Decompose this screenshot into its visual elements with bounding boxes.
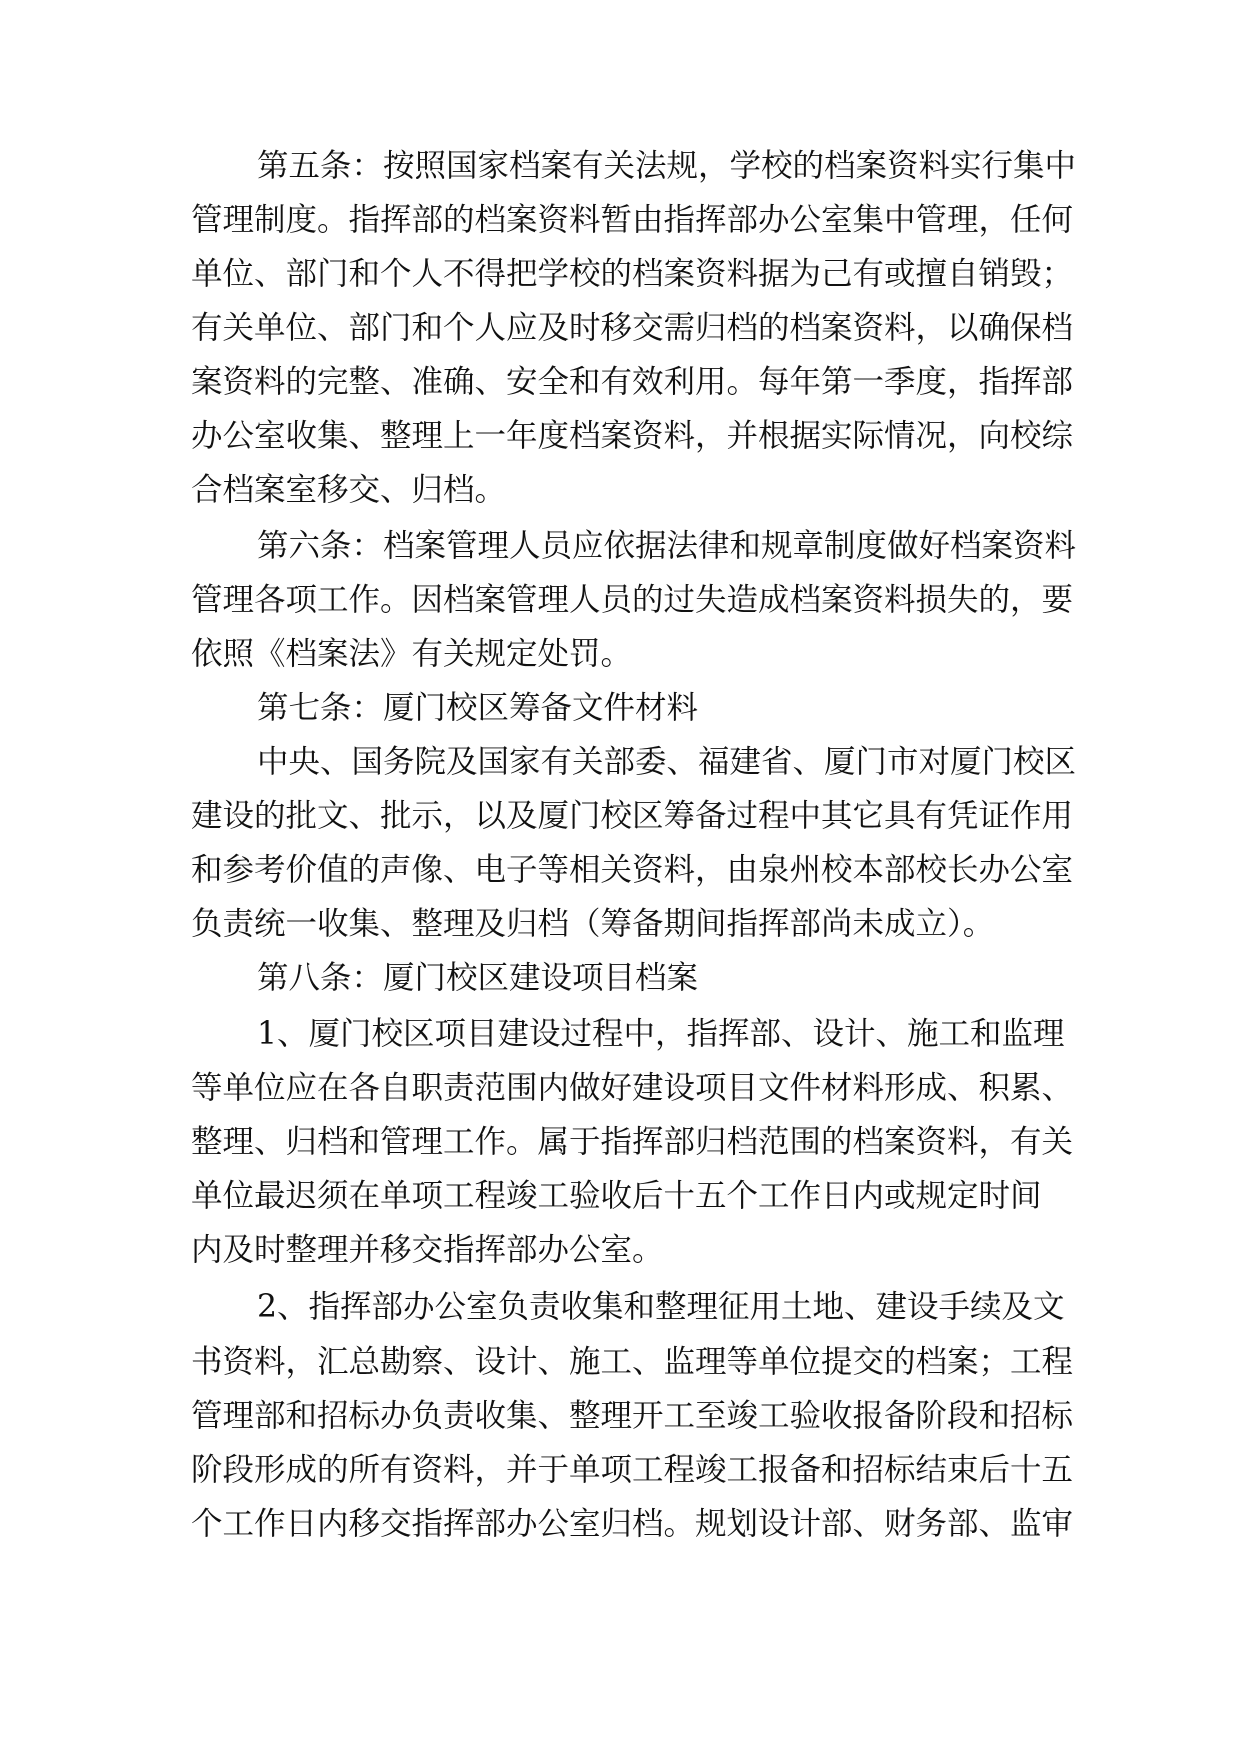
article-5-line-2: 管理制度。指挥部的档案资料暂由指挥部办公室集中管理，任何: [191, 202, 1074, 238]
article-7-line-2: 建设的批文、批示，以及厦门校区筹备过程中其它具有凭证作用: [191, 798, 1074, 834]
article-7-line-1: 中央、国务院及国家有关部委、福建省、厦门市对厦门校区: [257, 744, 1077, 780]
article-8-item-2-line-5: 个工作日内移交指挥部办公室归档。规划设计部、财务部、监审: [191, 1506, 1074, 1542]
article-8-item-1-line-5: 内及时整理并移交指挥部办公室。: [191, 1232, 664, 1268]
article-7-line-3: 和参考价值的声像、电子等相关资料，由泉州校本部校长办公室: [191, 852, 1074, 888]
article-8-item-1-line-4: 单位最迟须在单项工程竣工验收后十五个工作日内或规定时间: [191, 1178, 1042, 1214]
article-8-item-2-line-2: 书资料，汇总勘察、设计、施工、监理等单位提交的档案；工程: [191, 1344, 1074, 1380]
article-8-item-2-line-3: 管理部和招标办负责收集、整理开工至竣工验收报备阶段和招标: [191, 1398, 1074, 1434]
article-7-heading: 第七条：厦门校区筹备文件材料: [257, 690, 699, 726]
article-5-line-7: 合档案室移交、归档。: [191, 472, 507, 508]
article-6-line-1: 第六条：档案管理人员应依据法律和规章制度做好档案资料: [257, 528, 1077, 564]
article-5-line-4: 有关单位、部门和个人应及时移交需归档的档案资料，以确保档: [191, 310, 1074, 346]
article-8-item-2-line-4: 阶段形成的所有资料，并于单项工程竣工报备和招标结束后十五: [191, 1452, 1074, 1488]
article-8-item-1-line-1: 1、厦门校区项目建设过程中，指挥部、设计、施工和监理: [257, 1016, 1065, 1052]
article-5-line-5: 案资料的完整、准确、安全和有效利用。每年第一季度，指挥部: [191, 364, 1074, 400]
article-8-item-2-line-1: 2、指挥部办公室负责收集和整理征用土地、建设手续及文: [257, 1289, 1065, 1325]
article-5-line-1: 第五条：按照国家档案有关法规，学校的档案资料实行集中: [257, 148, 1077, 184]
article-8-item-1-line-2: 等单位应在各自职责范围内做好建设项目文件材料形成、积累、: [191, 1070, 1074, 1106]
article-8-heading: 第八条：厦门校区建设项目档案: [257, 960, 699, 996]
article-6-line-2: 管理各项工作。因档案管理人员的过失造成档案资料损失的，要: [191, 582, 1074, 618]
article-5-line-6: 办公室收集、整理上一年度档案资料，并根据实际情况，向校综: [191, 418, 1074, 454]
article-7-line-4: 负责统一收集、整理及归档（筹备期间指挥部尚未成立）。: [191, 906, 995, 942]
article-8-item-1-line-3: 整理、归档和管理工作。属于指挥部归档范围的档案资料，有关: [191, 1124, 1074, 1160]
article-5-line-3: 单位、部门和个人不得把学校的档案资料据为己有或擅自销毁；: [191, 256, 1074, 292]
article-6-line-3: 依照《档案法》有关规定处罚。: [191, 636, 633, 672]
